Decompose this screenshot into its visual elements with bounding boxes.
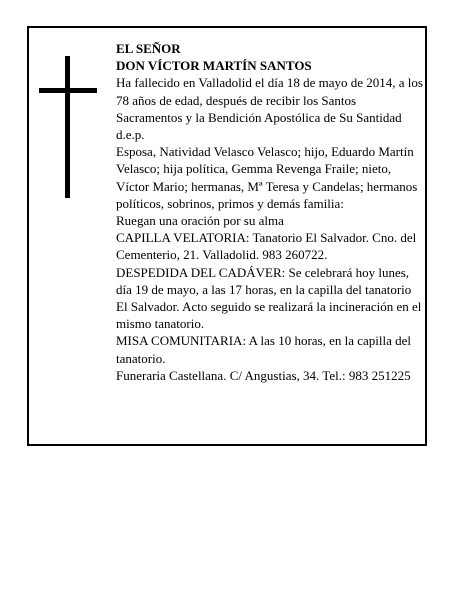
cross-icon: [39, 56, 97, 198]
prayer-request: Ruegan una oración por su alma: [116, 213, 284, 229]
cross-vertical-bar: [65, 56, 70, 198]
obituary-notice: [27, 26, 427, 446]
funeral-home-info: Funeraria Castellana. C/ Angustias, 34. Tel.: 983 251225: [116, 367, 411, 383]
wake-chapel-info: CAPILLA VELATORIA: Tanatorio El Salvador. Cno. del Cementerio, 21. Valladolid. 983 260722.: [116, 230, 417, 263]
death-announcement: Ha fallecido en Valladolid el día 18 de mayo de 2014, a los 78 años de edad, después de recibir los Santos Sacramentos y la Bendición Apostólica de Su Santidad d.e.p.: [116, 75, 423, 143]
family-members: Esposa, Natividad Velasco Velasco; hijo, Eduardo Martín Velasco; hija política, Gemma Revenga Fraile; nieto, Víctor Mario; hermanas, Mª Teresa y Candelas; hermanos políticos, sobrinos, primos y demás familia:: [116, 144, 418, 211]
notice-title-line1: EL SEÑOR: [116, 41, 181, 56]
community-mass-info: MISA COMUNITARIA: A las 10 horas, en la capilla del tanatorio.: [116, 333, 412, 366]
cross-horizontal-bar: [39, 88, 97, 93]
deceased-name: DON VÍCTOR MARTÍN SANTOS: [116, 58, 312, 74]
notice-body: [116, 40, 424, 384]
farewell-info: DESPEDIDA DEL CADÁVER: Se celebrará hoy lunes, día 19 de mayo, a las 17 horas, en la capilla del tanatorio El Salvador. Acto seguido se realizará la incineración en el mismo tanatorio.: [116, 264, 422, 332]
